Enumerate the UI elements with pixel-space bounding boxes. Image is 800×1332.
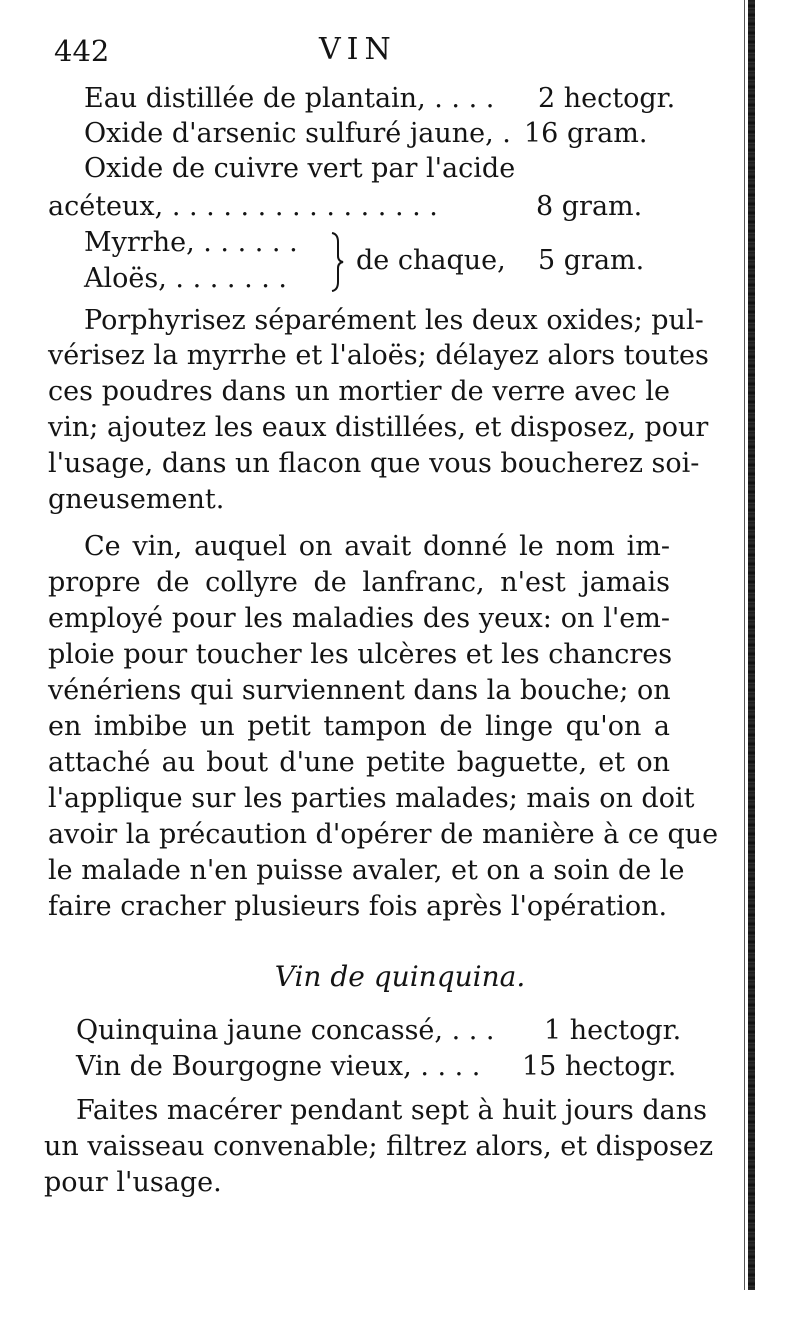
ingredient-line (76, 1014, 495, 1048)
grouped-ingredient (84, 262, 287, 296)
ingredient-name: Vin de Bourgogne vieux, (76, 1051, 412, 1082)
dot-leaders: . . . . . . . (175, 263, 287, 294)
ingredient-name: Quinquina jaune concassé, (76, 1015, 443, 1046)
text-line: attaché au bout d'une petite baguette, et on (48, 747, 670, 778)
text-line: Ce vin, auquel on avait donné le nom im- (84, 531, 670, 562)
text-line: vérisez la myrrhe et l'aloës; délayez alors toutes (48, 340, 709, 371)
page-header (54, 34, 654, 74)
text-line: ces poudres dans un mortier de verre avec le (48, 376, 670, 407)
ingredient-name: Oxide de cuivre vert par l'acide (84, 153, 516, 184)
grouped-label: de chaque, (356, 245, 506, 276)
text-line: propre de collyre de lanfranc, n'est jamais (48, 567, 670, 598)
text-line: l'usage, dans un flacon que vous boucherez soi- (48, 448, 700, 479)
dot-leaders: . . . (451, 1015, 495, 1046)
ingredient-quantity: 15 hectogr. (522, 1051, 677, 1082)
curly-brace-icon (330, 232, 344, 292)
ingredient-quantity: 16 gram. (524, 118, 648, 149)
ingredient-name: Myrrhe, (84, 227, 195, 258)
grouped-quantity: 5 gram. (538, 245, 645, 276)
ingredient-line (84, 117, 511, 151)
text-line: vénériens qui surviennent dans la bouche; on (48, 675, 671, 706)
text-line: Faites macérer pendant sept à huit jours dans (76, 1095, 707, 1126)
ingredient-name-continued: acéteux, (48, 191, 164, 222)
ingredient-quantity: 8 gram. (536, 191, 643, 222)
ingredient-quantity: 2 hectogr. (538, 83, 676, 114)
ingredient-line (84, 82, 494, 116)
text-line: l'applique sur les parties malades; mais on doit (48, 783, 695, 814)
grouped-ingredient (84, 226, 298, 260)
text-line: ploie pour toucher les ulcères et les chancres (48, 639, 673, 670)
ingredient-quantity: 1 hectogr. (544, 1015, 682, 1046)
dot-leaders: . (502, 118, 511, 149)
dot-leaders: . . . . (420, 1051, 481, 1082)
page-number: 442 (54, 34, 110, 68)
book-spine-edge (748, 0, 755, 1290)
text-line: faire cracher plusieurs fois après l'opération. (48, 891, 668, 922)
text-line: vin; ajoutez les eaux distillées, et disposez, pour (48, 412, 709, 443)
text-line: avoir la précaution d'opérer de manière à ce que (48, 819, 719, 850)
dot-leaders: . . . . . . . . . . . . . . . . (171, 191, 438, 222)
page-edge-line (744, 0, 745, 1290)
ingredient-line (76, 1050, 480, 1084)
ingredient-line (48, 190, 438, 224)
text-line: un vaisseau convenable; filtrez alors, et disposez (44, 1131, 714, 1162)
text-line: le malade n'en puisse avaler, et on a soin de le (48, 855, 685, 886)
ingredient-name: Aloës, (84, 263, 167, 294)
dot-leaders: . . . . . . (203, 227, 298, 258)
section-heading: Vin de quinquina. (274, 960, 526, 993)
text-line: employé pour les maladies des yeux: on l'em- (48, 603, 670, 634)
text-line: Porphyrisez séparément les deux oxides; pul- (84, 305, 704, 336)
text-line: pour l'usage. (44, 1167, 222, 1198)
ingredient-line (84, 152, 515, 186)
dot-leaders: . . . . (434, 83, 495, 114)
ingredient-name: Eau distillée de plantain, (84, 83, 426, 114)
ingredient-name: Oxide d'arsenic sulfuré jaune, (84, 118, 494, 149)
text-line: en imbibe un petit tampon de linge qu'on a (48, 711, 670, 742)
running-head: VIN (319, 32, 397, 67)
text-line: gneusement. (48, 484, 225, 515)
